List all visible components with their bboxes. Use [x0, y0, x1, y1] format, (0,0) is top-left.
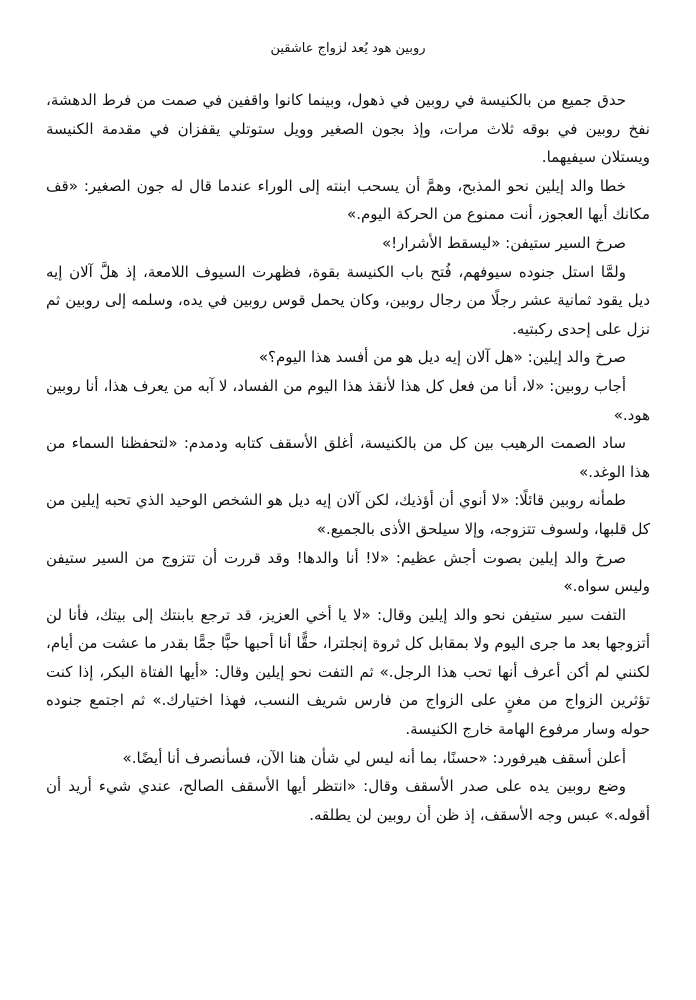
body-text: [46, 86, 650, 829]
paragraph: ساد الصمت الرهيب بين كل من بالكنيسة، أغلق الأسقف كتابه ودمدم: «لتحفظنا السماء من هذا الوغد.»: [46, 434, 650, 481]
paragraph: أجاب روبين: «لا، أنا من فعل كل هذا لأنقذ هذا اليوم من الفساد، لا آبه من يعرف هذا، أنا روبين هود.»: [46, 376, 650, 424]
paragraph: صرخ والد إيلين بصوت أجش عظيم: «لا! أنا والدها! وقد قررت أن تتزوج من السير ستيفن وليس سواه.»: [46, 548, 650, 596]
paragraph: ولمَّا استل جنوده سيوفهم، فُتح باب الكنيسة بقوة، فظهرت السيوف اللامعة، إذ هلَّ آلان إيه ديل يقود ثمانية عشر رجلًا من رجال روبين، وكان يحمل قوس روبين في يده، وسلمه إلى روبين ثم نزل على إحدى ركبتيه.: [46, 262, 650, 338]
paragraph: صرخ والد إيلين: «هل آلان إيه ديل هو من أفسد هذا اليوم؟»: [258, 348, 626, 367]
paragraph: حدق جميع من بالكنيسة في روبين في ذهول، وبينما كانوا واقفين في صمت من فرط الدهشة، نفخ روبين في بوقه ثلاث مرات، وإذ بجون الصغير وويل ستوتلي يقفزان في مقدمة الكنيسة ويستلان سيفيهما.: [46, 91, 650, 167]
paragraph: أعلن أسقف هيرفورد: «حسنًا، بما أنه ليس لي شأن هنا الآن، فسأنصرف أنا أيضًا.»: [122, 748, 626, 767]
paragraph: خطا والد إيلين نحو المذبح، وهمَّ أن يسحب ابنته إلى الوراء عندما قال له جون الصغير: «قف مكانك أيها العجوز، أنت ممنوع من الحركة اليوم.»: [46, 176, 650, 224]
paragraph: طمأنه روبين قائلًا: «لا أنوي أن أؤذيك، لكن آلان إيه ديل هو الشخص الوحيد الذي تحبه إيلين من كل قلبها، ولسوف تتزوجه، وإلا سيلحق الأذى بالجميع.»: [46, 491, 650, 538]
running-header: روبين هود يُعد لزواج عاشقين: [270, 41, 426, 56]
paragraph: صرخ السير ستيفن: «ليسقط الأشرار!»: [381, 233, 626, 252]
paragraph: وضع روبين يده على صدر الأسقف وقال: «انتظر أيها الأسقف الصالح، عندي شيء أريد أن أقوله.» عبس وجه الأسقف، إذ ظن أن روبين لن يطلقه.: [46, 777, 650, 824]
paragraph: التفت سير ستيفن نحو والد إيلين وقال: «لا يا أخي العزيز، قد ترجع بابنتك إلى بيتك، فأنا لن أتزوجها بعد ما جرى اليوم ولا بمقابل كل ثروة إنجلترا، حقًّا أنا أحبها حبًّا جمًّا بقدر ما عشت من أيام، لكنني لم أكن أعرف أنها تحب هذا الرجل.» ثم التفت نحو إيلين وقال: «أيها الفتاة البكر، إذا كنت تؤثرين الزواج من مغنٍ على الزواج من فارس شريف النسب، فهذا اختيارك.» ثم اجتمع جنوده حوله وسار مرفوع الهامة خارج الكنيسة.: [46, 605, 650, 739]
